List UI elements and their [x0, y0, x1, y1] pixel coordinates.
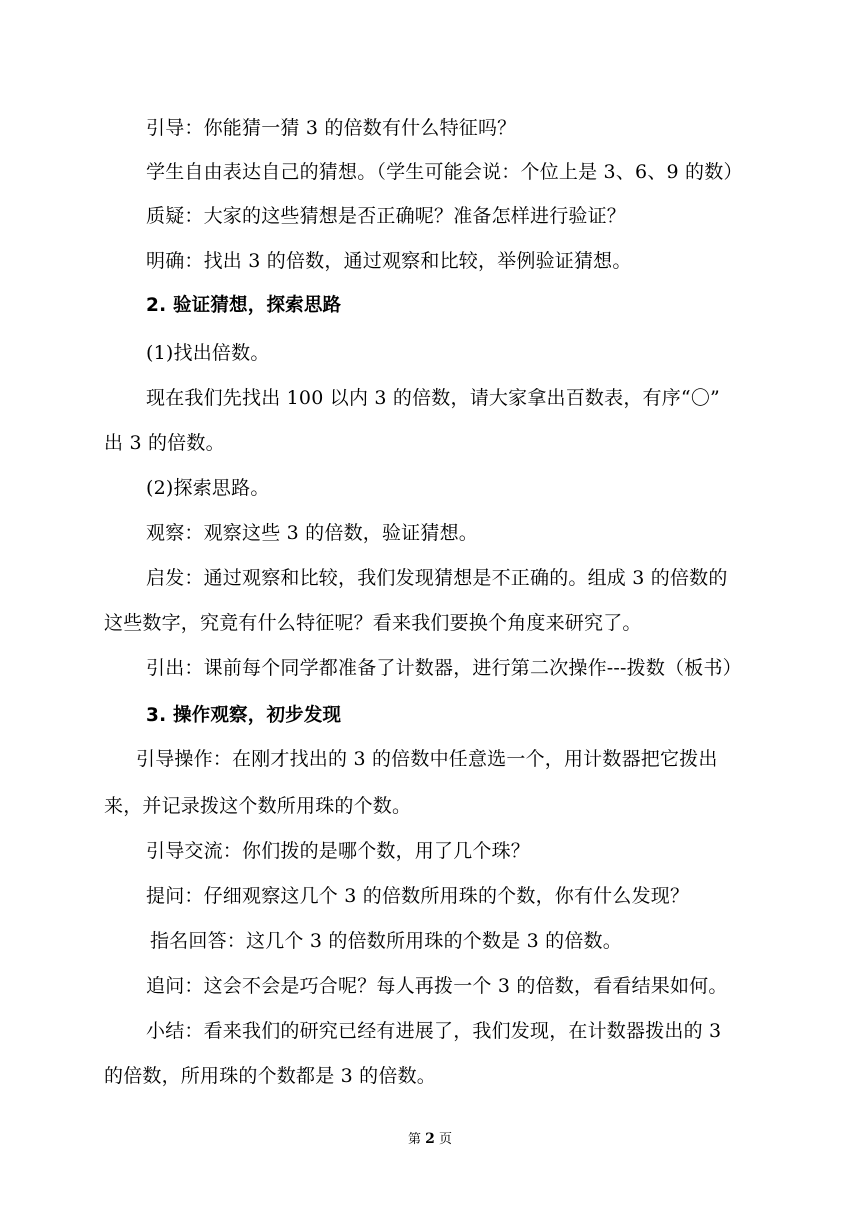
- paragraph-student-guess: 学生自由表达自己的猜想。（学生可能会说：个位上是 3、6、9 的数）: [146, 161, 743, 183]
- paragraph-hundred-chart: 现在我们先找出 100 以内 3 的倍数，请大家拿出百数表，有序“〇”: [146, 387, 720, 409]
- section-heading-verify: 2. 验证猜想，探索思路: [146, 295, 342, 316]
- page-number: 2: [425, 1131, 435, 1147]
- subheading-explore: (2)探索思路。: [146, 477, 270, 499]
- page-footer: [0, 1128, 860, 1147]
- paragraph-summary-cont: 的倍数，所用珠的个数都是 3 的倍数。: [104, 1065, 436, 1087]
- footer-prefix: 第: [407, 1132, 421, 1147]
- subheading-find-multiples: (1)找出倍数。: [146, 342, 270, 364]
- footer-suffix: 页: [439, 1132, 453, 1147]
- paragraph-guide-question: 引导：你能猜一猜 3 的倍数有什么特征吗？: [146, 117, 517, 139]
- paragraph-question: 提问：仔细观察这几个 3 的倍数所用珠的个数，你有什么发现？: [146, 885, 690, 907]
- paragraph-doubt: 质疑：大家的这些猜想是否正确呢？准备怎样进行验证？: [146, 205, 627, 227]
- section-heading-operate: 3. 操作观察，初步发现: [146, 705, 342, 726]
- paragraph-guide-operate: 引导操作：在刚才找出的 3 的倍数中任意选一个，用计数器把它拨出: [136, 748, 718, 770]
- paragraph-follow-up: 追问：这会不会是巧合呢？每人再拨一个 3 的倍数，看看结果如何。: [146, 975, 728, 997]
- paragraph-inspire: 启发：通过观察和比较，我们发现猜想是不正确的。组成 3 的倍数的: [146, 567, 728, 589]
- paragraph-guide-operate-cont: 来，并记录拨这个数所用珠的个数。: [104, 795, 412, 817]
- paragraph-observe: 观察：观察这些 3 的倍数，验证猜想。: [146, 522, 478, 544]
- paragraph-lead-out: 引出：课前每个同学都准备了计数器，进行第二次操作---拨数（板书）: [146, 657, 742, 679]
- paragraph-answer: 指名回答：这几个 3 的倍数所用珠的个数是 3 的倍数。: [150, 930, 622, 952]
- paragraph-clarify: 明确：找出 3 的倍数，通过观察和比较，举例验证猜想。: [146, 250, 632, 272]
- paragraph-inspire-cont: 这些数字，究竟有什么特征呢？看来我们要换个角度来研究了。: [104, 612, 642, 634]
- paragraph-guide-exchange: 引导交流：你们拨的是哪个数，用了几个珠？: [146, 840, 531, 862]
- paragraph-hundred-chart-cont: 出 3 的倍数。: [104, 432, 225, 454]
- paragraph-summary: 小结：看来我们的研究已经有进展了，我们发现，在计数器拨出的 3: [146, 1020, 722, 1042]
